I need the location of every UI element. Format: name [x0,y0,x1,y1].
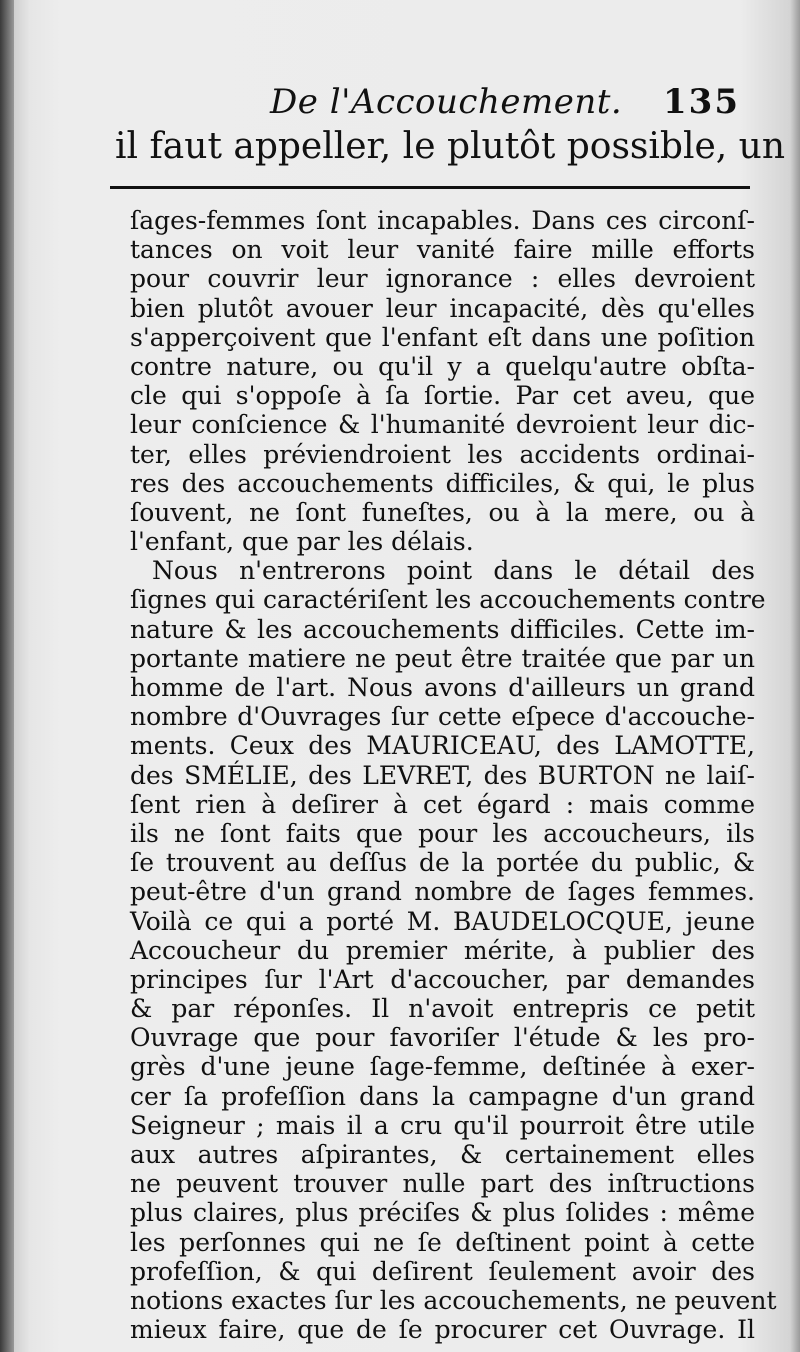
text-line: tances on voit leur vanité faire mille efforts [130,235,755,265]
header-rule [110,186,750,189]
text-line: & par réponſes. Il n'avoit entrepris ce petit [130,994,755,1024]
text-line: cle qui s'oppoſe à ſa ſortie. Par cet aveu, que [130,381,755,411]
text-line: Seigneur ; mais il a cru qu'il pourroit être utile [130,1110,755,1140]
running-head-title: De l'Accouchement. [270,82,623,122]
page-binding-edge [0,0,14,1352]
text-line: grès d'une jeune ſage-femme, deſtinée à exer- [130,1052,755,1082]
text-line: leur conſcience & l'humanité devroient leur dic- [130,410,755,440]
text-line: pour couvrir leur ignorance : elles devroient [130,264,755,294]
text-line: s'apperçoivent que l'enfant eſt dans une poſition [130,322,755,352]
text-line: notions exactes ſur les accouchements, ne peuvent [130,1285,777,1315]
text-line: nature & les accouchements difficiles. Cette im- [130,614,755,644]
text-line: ments. Ceux des MAURICEAU, des LAMOTTE, [130,731,755,761]
text-line: aux autres aſpirantes, & certainement elles [130,1140,755,1169]
text-line: nombre d'Ouvrages ſur cette eſpece d'accouche- [130,702,755,732]
text-line: des SMÉLIE, des LEVRET, des BURTON ne laiſ- [130,760,755,790]
text-line: Voilà ce qui a porté M. BAUDELOCQUE, jeune [130,906,755,936]
text-line: ne peuvent trouver nulle part des inſtructions [130,1169,755,1199]
text-line: mieux faire, que de ſe procurer cet Ouvrage. Il [130,1315,755,1345]
text-line: Ouvrage que pour favoriſer l'étude & les pro- [130,1023,755,1053]
page-number: 135 [663,82,740,122]
text-line: profeſſion, & qui deſirent ſeulement avoir des [130,1256,755,1286]
text-line: contre nature, ou qu'il y a quelqu'autre obſta- [130,351,755,381]
text-line: principes ſur l'Art d'accoucher, par demandes [130,964,755,994]
text-line: Nous n'entrerons point dans le détail des [152,556,755,586]
text-line: les perſonnes qui ne ſe deſtinent point à cette [130,1227,755,1257]
text-line: ils ne ſont faits que pour les accoucheurs, ils [130,818,755,848]
text-line: ſignes qui caractériſent les accouchements contre [130,585,766,615]
text-line: peut-être d'un grand nombre de ſages femmes. [130,877,755,907]
text-line: res des accouchements difficiles, & qui, le plus [130,468,755,498]
text-line: ſouvent, ne ſont funeſtes, ou à la mere, ou à [130,497,755,527]
text-line: ſages-femmes ſont incapables. Dans ces circonſ- [130,206,755,235]
text-line: ter, elles préviendroient les accidents ordinai- [130,439,755,469]
text-line: homme de l'art. Nous avons d'ailleurs un grand [130,673,755,702]
catchword-line: il faut appeller, le plutôt possible, un [115,126,786,167]
text-line: cer ſa profeſſion dans la campagne d'un grand [130,1081,755,1111]
text-line: bien plutôt avouer leur incapacité, dès qu'elles [130,293,755,323]
text-line: l'enfant, que par les délais. [130,527,474,557]
text-line: plus claires, plus préciſes & plus ſolides : même [130,1198,755,1228]
body-text [130,206,777,1345]
text-line: Accoucheur du premier mérite, à publier des [130,935,755,965]
running-head [270,82,740,132]
text-line: ſe trouvent au deſſus de la portée du public, & [130,848,755,878]
text-line: portante matiere ne peut être traitée que par un [130,643,755,673]
text-line: ſent rien à deſirer à cet égard : mais comme [130,789,755,819]
